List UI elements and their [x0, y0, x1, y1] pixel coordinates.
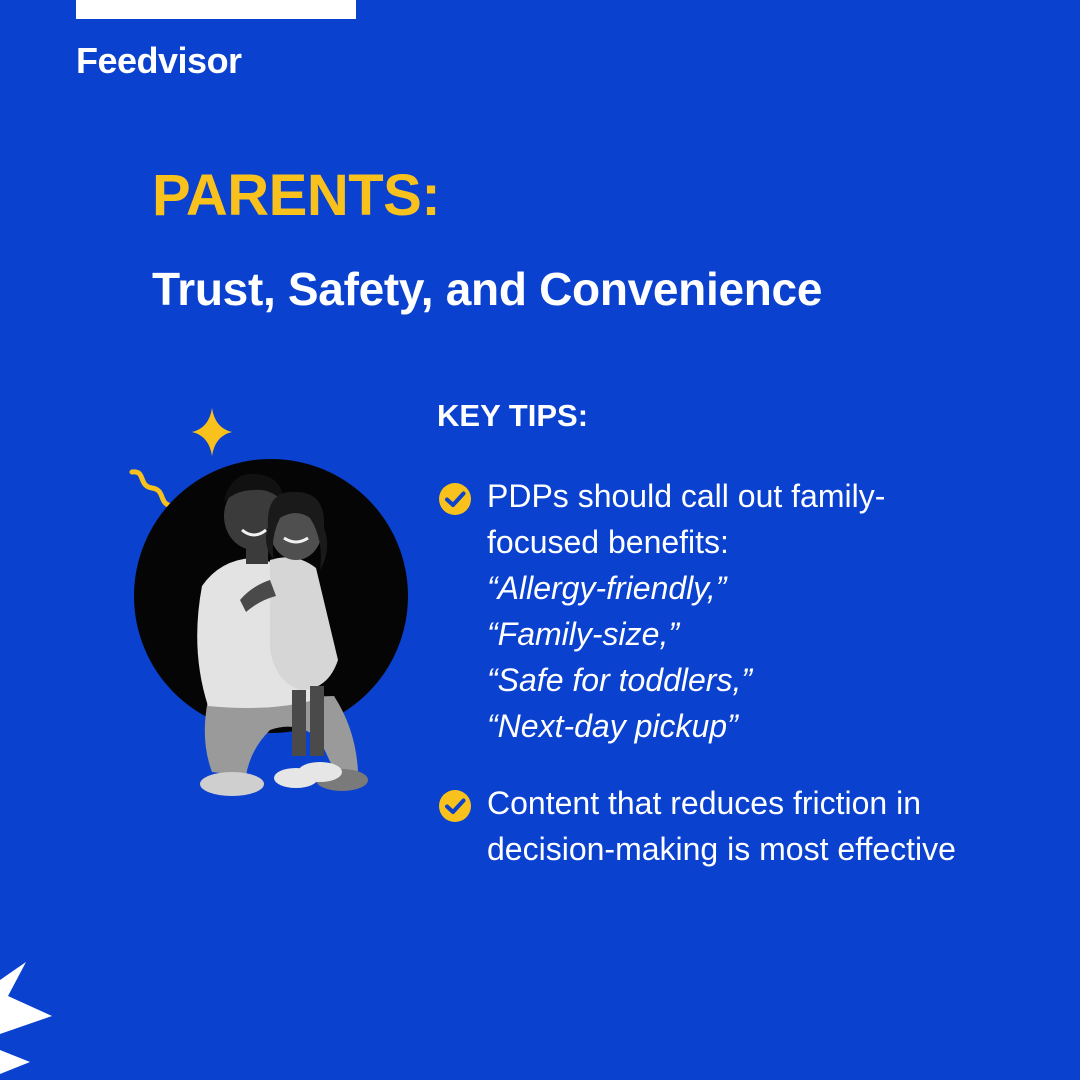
tip-text	[487, 473, 997, 749]
subheadline: Trust, Safety, and Convenience	[152, 263, 823, 315]
quote-next-day-pickup: “Next-day pickup”	[487, 708, 738, 744]
tip-item	[437, 473, 997, 749]
burst-shape	[0, 950, 70, 1080]
tip-item	[437, 780, 997, 872]
quote-allergy-friendly: “Allergy-friendly,”	[487, 570, 727, 606]
feedvisor-logo: Feedvisor	[76, 40, 242, 81]
headline: PARENTS:	[152, 163, 441, 228]
quote-family-size: “Family-size,”	[487, 616, 679, 652]
tip-quotes	[487, 565, 997, 749]
key-tips-heading: KEY TIPS:	[437, 398, 589, 433]
top-accent-bar	[76, 0, 356, 19]
quote-safe-for-toddlers: “Safe for toddlers,”	[487, 662, 752, 698]
check-circle-icon	[437, 788, 473, 824]
tip-text	[487, 780, 997, 872]
tip-body: Content that reduces friction in decision-making is most effective	[487, 785, 956, 867]
parent-child-illustration	[120, 400, 420, 820]
check-circle-icon	[437, 481, 473, 517]
tip-body: PDPs should call out family-focused benefits:	[487, 478, 886, 560]
sparkle-icon	[192, 408, 232, 456]
